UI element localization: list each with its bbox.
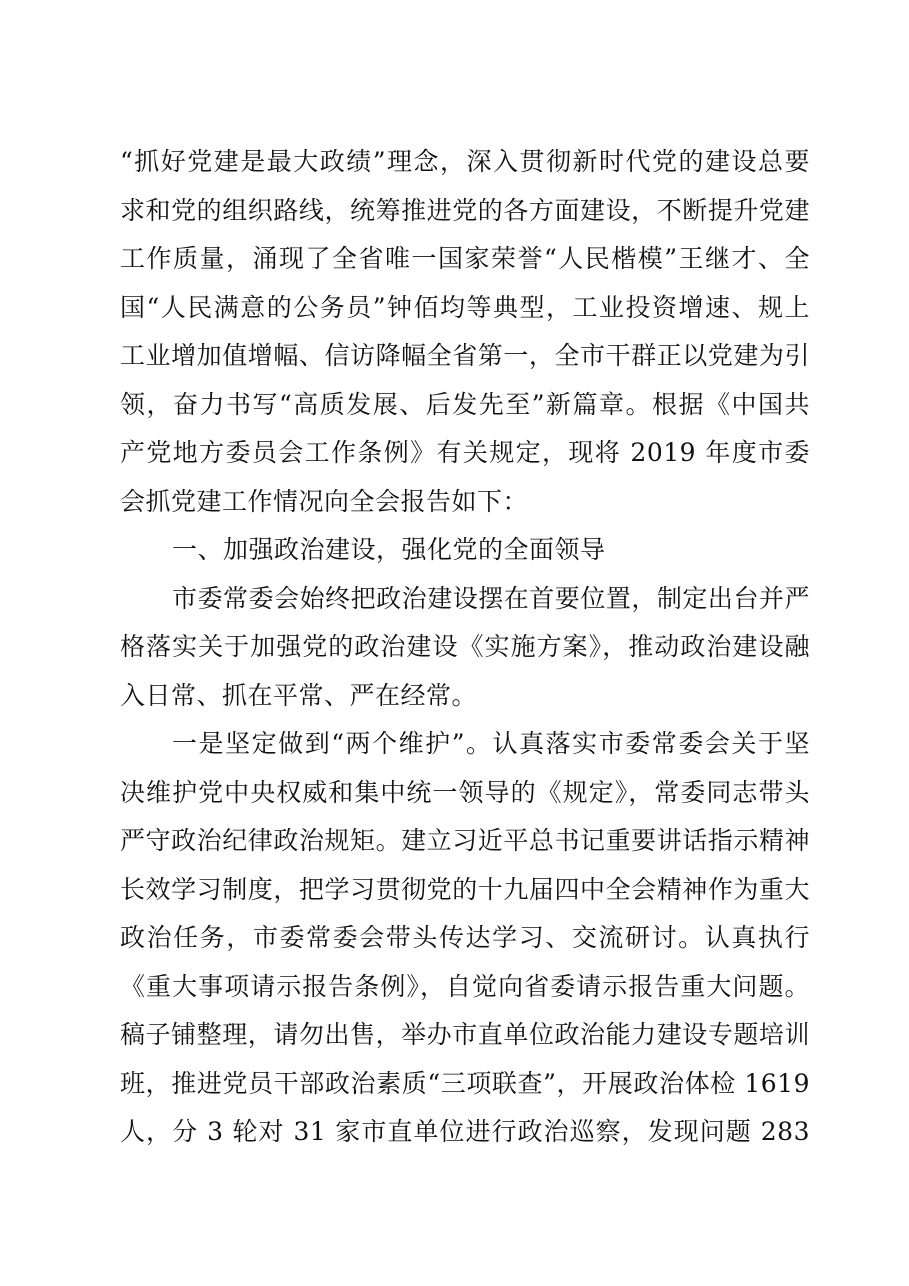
body-line: 领，奋力书写“高质发展、后发先至”新篇章。根据《中国共 xyxy=(120,389,810,419)
body-line: 格落实关于加强党的政治建设《实施方案》，推动政治建设融 xyxy=(120,632,810,661)
body-line: 人，分 3 轮对 31 家市直单位进行政治巡察，发现问题 283 xyxy=(120,1117,810,1146)
body-line: 工业增加值增幅、信访降幅全省第一，全市干群正以党建为引 xyxy=(120,341,810,370)
body-line: 一是坚定做到“两个维护”。认真落实市委常委会关于坚 xyxy=(172,729,810,758)
section-heading: 一、加强政治建设，强化党的全面领导 xyxy=(172,535,606,564)
body-line: 市委常委会始终把政治建设摆在首要位置，制定出台并严 xyxy=(172,583,810,613)
body-line: 决维护党中央权威和集中统一领导的《规定》，常委同志带头 xyxy=(120,777,810,807)
body-line: 会抓党建工作情况向全会报告如下： xyxy=(120,486,529,516)
body-line: 班，推进党员干部政治素质“三项联查”，开展政治体检 1619 xyxy=(120,1068,810,1098)
body-line: 国“人民满意的公务员”钟佰均等典型，工业投资增速、规上 xyxy=(120,292,810,322)
body-line: 工作质量，涌现了全省唯一国家荣誉“人民楷模”王继才、全 xyxy=(120,244,810,273)
body-line: 政治任务，市委常委会带头传达学习、交流研讨。认真执行 xyxy=(120,923,810,952)
body-line: 《重大事项请示报告条例》，自觉向省委请示报告重大问题。 xyxy=(120,971,810,1001)
body-line: 稿子铺整理，请勿出售，举办市直单位政治能力建设专题培训 xyxy=(120,1020,810,1049)
body-line: 产党地方委员会工作条例》有关规定，现将 2019 年度市委 xyxy=(120,438,810,467)
document-body xyxy=(120,138,810,1157)
body-line: 入日常、抓在平常、严在经常。 xyxy=(120,680,478,710)
body-line: 严守政治纪律政治规矩。建立习近平总书记重要讲话指示精神 xyxy=(120,826,810,855)
body-line: 求和党的组织路线，统筹推进党的各方面建设，不断提升党建 xyxy=(120,195,810,225)
body-line: “抓好党建是最大政绩”理念，深入贯彻新时代党的建设总要 xyxy=(120,147,810,176)
body-line: 长效学习制度，把学习贯彻党的十九届四中全会精神作为重大 xyxy=(120,874,810,904)
